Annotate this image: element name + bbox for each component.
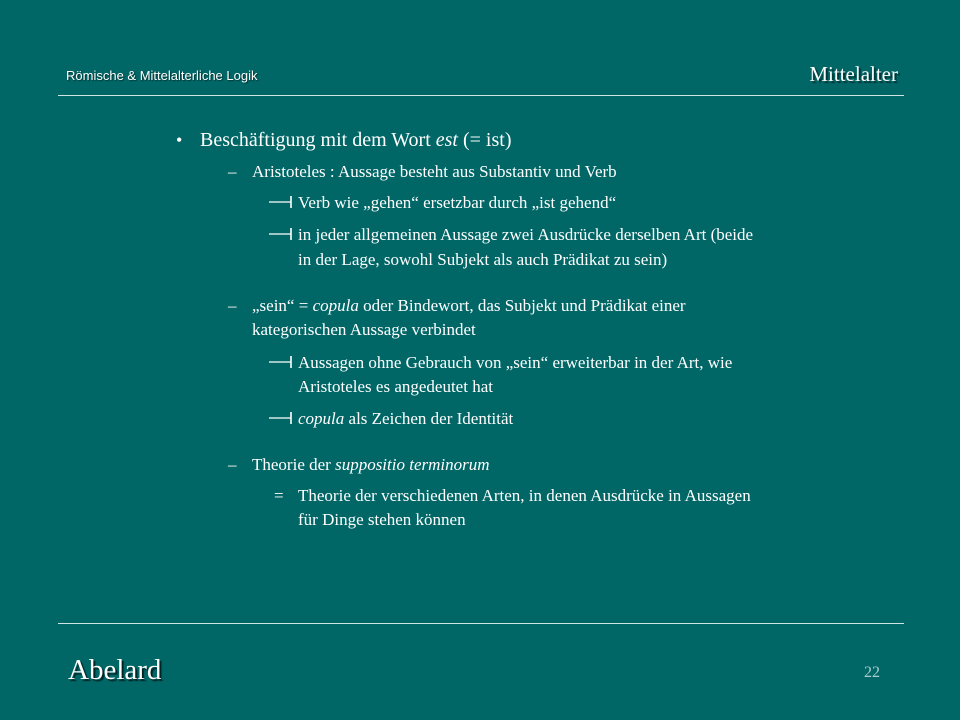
bullet-marker: • <box>176 130 183 150</box>
sub-zwei-ausdruecke-line1: in jeder allgemeinen Aussage zwei Ausdrücke derselben Art (beide <box>298 225 754 244</box>
arrow-icon <box>268 356 294 368</box>
header-course-title: Römische & Mittelalterliche Logik <box>66 68 258 83</box>
arrow-icon <box>268 412 294 424</box>
sub-suppositio: Theorie der suppositio terminorum <box>252 455 490 474</box>
footer-title: Abelard <box>68 654 162 686</box>
dash-marker: – <box>228 162 237 181</box>
sub-theorie-arten-line1: Theorie der verschiedenen Arten, in denen Ausdrücke in Aussagen <box>298 486 751 505</box>
sub-verb-gehen: Verb wie „gehen“ ersetzbar durch „ist gehend“ <box>298 193 617 212</box>
sub-zwei-ausdruecke-line2: in der Lage, sowohl Subjekt als auch Prädikat zu sein) <box>298 250 668 269</box>
sub-aussagen-ohne-sein-line1: Aussagen ohne Gebrauch von „sein“ erweiterbar in der Art, wie <box>298 353 733 372</box>
footer-divider <box>58 623 904 624</box>
page-number: 22 <box>864 664 880 681</box>
equals-marker: = <box>274 486 284 505</box>
arrow-icon <box>268 228 294 240</box>
dash-marker: – <box>228 455 237 474</box>
sub-sein-copula-line2: kategorischen Aussage verbindet <box>252 320 476 339</box>
arrow-icon <box>268 196 294 208</box>
sub-aristoteles: Aristoteles : Aussage besteht aus Substantiv und Verb <box>252 162 617 181</box>
sub-copula-identitaet: copula als Zeichen der Identität <box>298 409 514 428</box>
dash-marker: – <box>228 296 237 315</box>
sub-sein-copula-line1: „sein“ = copula oder Bindewort, das Subjekt und Prädikat einer <box>252 296 686 315</box>
header-section-title: Mittelalter <box>809 62 898 86</box>
sub-theorie-arten-line2: für Dinge stehen können <box>298 510 466 529</box>
bullet-est: Beschäftigung mit dem Wort est (= ist) <box>200 129 512 151</box>
sub-aussagen-ohne-sein-line2: Aristoteles es angedeutet hat <box>298 377 493 396</box>
